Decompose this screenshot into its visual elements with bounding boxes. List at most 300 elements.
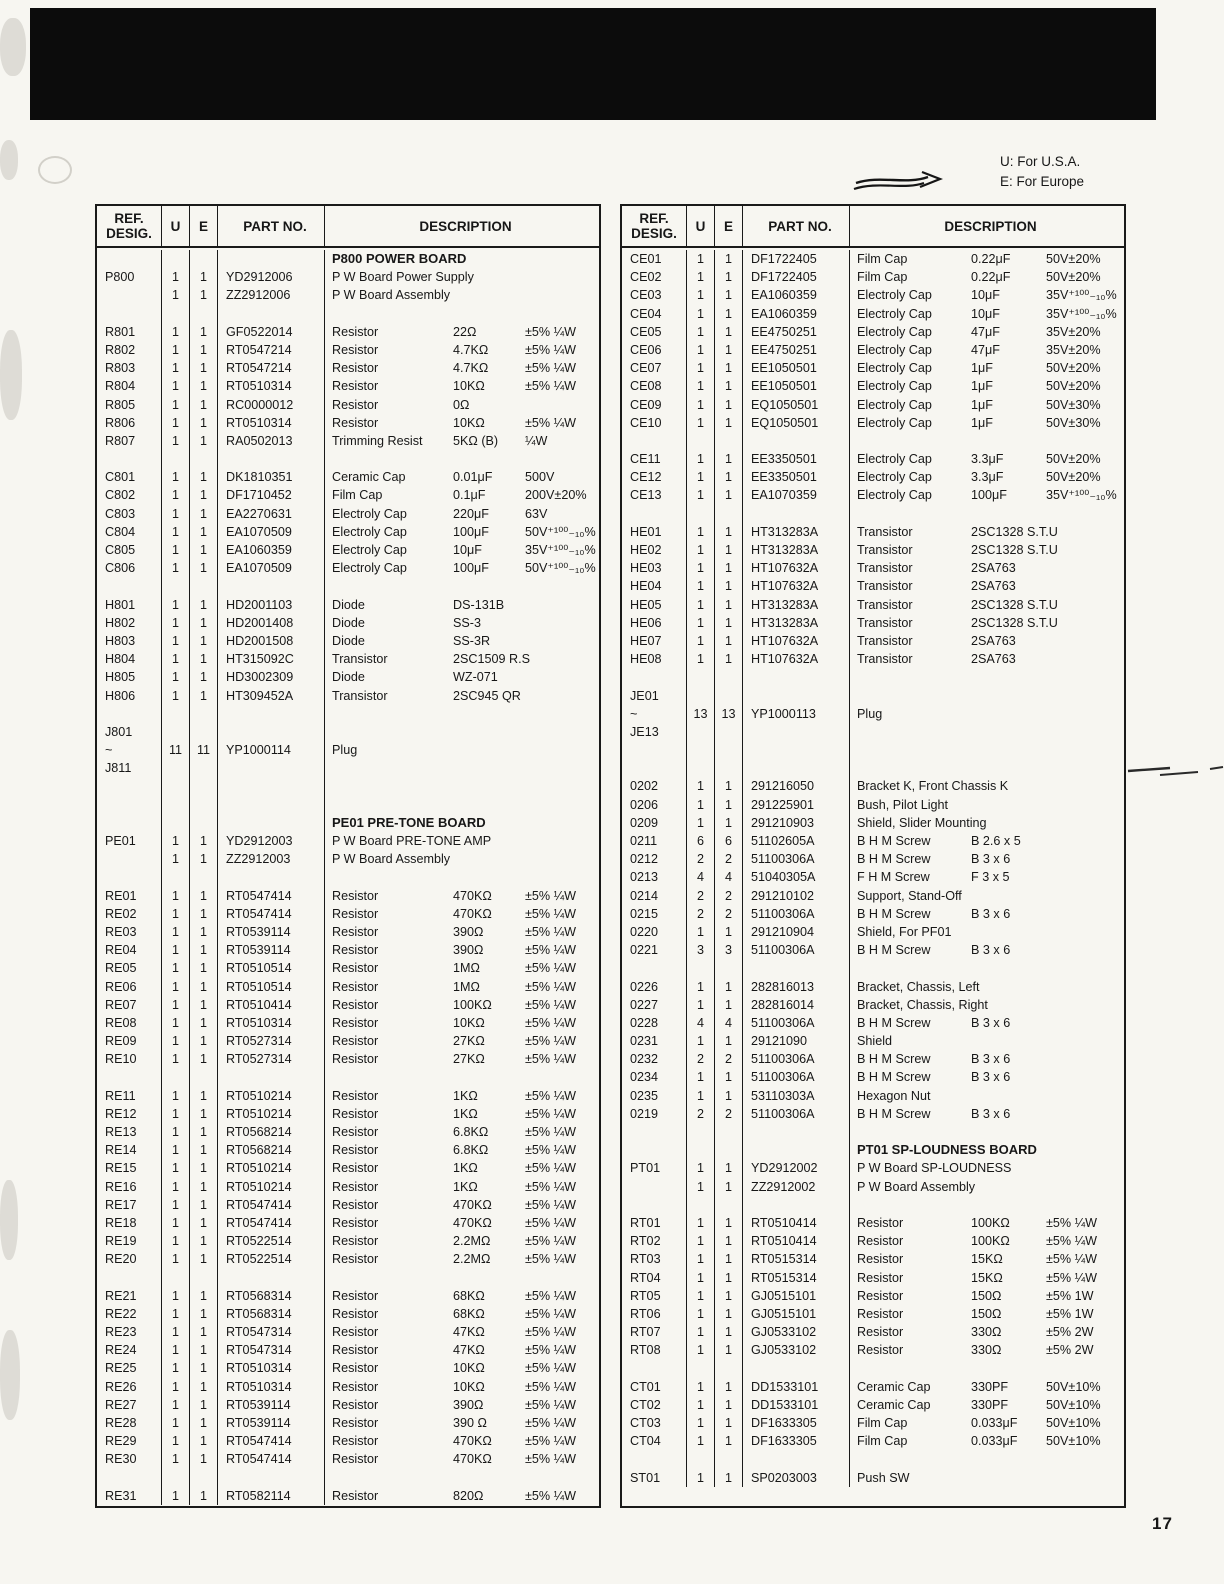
scan-stamp-mark <box>38 156 72 184</box>
parts-row <box>622 814 1124 832</box>
cell-qty-e: 1 <box>715 1414 743 1432</box>
cell-description <box>850 741 1124 759</box>
parts-row <box>622 305 1124 323</box>
description-name: Electroly Cap <box>857 415 932 430</box>
parts-row <box>622 523 1124 541</box>
cell-qty-u: 1 <box>687 1414 715 1432</box>
cell-qty-u: 2 <box>687 887 715 905</box>
description-name: Resistor <box>857 1325 904 1340</box>
description-name: Resistor <box>332 1161 379 1176</box>
cell-qty-u <box>687 1450 715 1468</box>
parts-row <box>622 286 1124 304</box>
cell-part-no: HT107632A <box>743 577 850 595</box>
parts-row <box>97 1487 599 1505</box>
description-rating: ±5% ¼W <box>1046 1270 1098 1285</box>
cell-qty-e <box>190 868 218 886</box>
cell-part-no <box>218 1469 325 1487</box>
handwritten-arrow <box>852 168 948 196</box>
cell-description <box>325 741 599 759</box>
description-name: Resistor <box>332 1088 379 1103</box>
cell-qty-u: 1 <box>162 614 190 632</box>
parts-row <box>622 723 1124 741</box>
cell-qty-u: 1 <box>687 1178 715 1196</box>
description-value: 150Ω <box>971 1306 1002 1321</box>
parts-row <box>97 923 599 941</box>
cell-qty-e: 1 <box>190 978 218 996</box>
description-value: 0.033μF <box>971 1416 1018 1430</box>
cell-qty-e: 1 <box>715 468 743 486</box>
parts-row <box>622 1269 1124 1287</box>
description-name: Film Cap <box>332 488 383 503</box>
cell-qty-e: 1 <box>190 1087 218 1105</box>
cell-description <box>325 1269 599 1287</box>
cell-qty-e: 1 <box>190 1159 218 1177</box>
description-value: 1KΩ <box>453 1106 478 1121</box>
cell-description <box>850 959 1124 977</box>
cell-qty-e: 13 <box>715 705 743 723</box>
table-body-left <box>97 248 599 1505</box>
description-value: 100KΩ <box>453 997 492 1012</box>
cell-description <box>850 687 1124 705</box>
cell-description <box>325 723 599 741</box>
cell-qty-u: 1 <box>687 577 715 595</box>
cell-qty-u: 1 <box>162 687 190 705</box>
description-name: Electroly Cap <box>332 543 407 557</box>
cell-ref-desig: ~ <box>97 741 162 759</box>
parts-row <box>97 687 599 705</box>
cell-description <box>325 1232 599 1250</box>
cell-description <box>325 650 599 668</box>
spacer-row <box>97 705 599 723</box>
description-value: B 3 x 6 <box>971 1015 1011 1030</box>
cell-qty-u: 1 <box>687 1269 715 1287</box>
cell-part-no: EE1050501 <box>743 377 850 395</box>
description-value: 1μF <box>971 397 993 412</box>
cell-ref-desig: H805 <box>97 668 162 686</box>
description-name: PT01 SP-LOUDNESS BOARD <box>857 1142 1037 1158</box>
parts-row <box>622 1469 1124 1487</box>
cell-qty-u: 1 <box>687 1341 715 1359</box>
cell-qty-e: 1 <box>715 650 743 668</box>
cell-qty-u: 1 <box>162 941 190 959</box>
description-name: Resistor <box>332 961 379 976</box>
cell-part-no <box>218 305 325 323</box>
cell-qty-e <box>715 959 743 977</box>
cell-ref-desig: PT01 <box>622 1159 687 1177</box>
cell-ref-desig: ~ <box>622 705 687 723</box>
cell-qty-e: 1 <box>715 1178 743 1196</box>
parts-row <box>622 1068 1124 1086</box>
cell-qty-u: 1 <box>687 486 715 504</box>
cell-qty-u: 1 <box>162 414 190 432</box>
cell-ref-desig <box>622 741 687 759</box>
cell-qty-e: 1 <box>190 1014 218 1032</box>
cell-part-no: HT107632A <box>743 559 850 577</box>
cell-part-no: EE1050501 <box>743 359 850 377</box>
cell-qty-u: 1 <box>162 359 190 377</box>
cell-ref-desig <box>622 668 687 686</box>
description-value: 2SC1328 S.T.U <box>971 543 1058 557</box>
cell-part-no: HT313283A <box>743 596 850 614</box>
description-name: B H M Screw <box>857 943 931 958</box>
cell-qty-u: 1 <box>162 1105 190 1123</box>
cell-part-no: 29121090 <box>743 1032 850 1050</box>
cell-ref-desig: RE21 <box>97 1287 162 1305</box>
cell-description <box>850 850 1124 868</box>
cell-qty-u: 11 <box>162 741 190 759</box>
cell-ref-desig: HE07 <box>622 632 687 650</box>
cell-description <box>850 1050 1124 1068</box>
cell-description <box>850 996 1124 1014</box>
cell-qty-e: 1 <box>190 687 218 705</box>
parts-row <box>97 832 599 850</box>
cell-qty-e: 1 <box>190 359 218 377</box>
cell-qty-e: 1 <box>190 1305 218 1323</box>
cell-qty-e: 1 <box>715 305 743 323</box>
cell-part-no <box>743 959 850 977</box>
parts-row <box>622 396 1124 414</box>
cell-ref-desig: RT01 <box>622 1214 687 1232</box>
description-value: B 3 x 6 <box>971 1106 1011 1121</box>
cell-qty-u: 1 <box>687 614 715 632</box>
description-name: Resistor <box>332 1416 379 1430</box>
cell-qty-e: 1 <box>190 1214 218 1232</box>
description-name: Transistor <box>332 652 388 667</box>
description-name: Resistor <box>332 415 379 430</box>
description-value: 2SA763 <box>971 579 1016 594</box>
cell-description <box>325 1032 599 1050</box>
description-value: 150Ω <box>971 1288 1002 1303</box>
parts-row <box>97 505 599 523</box>
description-value: 2SA763 <box>971 633 1016 648</box>
cell-description <box>850 468 1124 486</box>
cell-qty-u <box>687 1196 715 1214</box>
cell-qty-e: 2 <box>715 887 743 905</box>
cell-part-no <box>218 814 325 832</box>
cell-qty-e <box>715 1141 743 1159</box>
cell-ref-desig: R806 <box>97 414 162 432</box>
cell-part-no: RT0510314 <box>218 1014 325 1032</box>
description-name: Bracket, Chassis, Right <box>857 997 988 1012</box>
description-name: Transistor <box>857 633 913 648</box>
parts-row <box>622 486 1124 504</box>
description-rating: ±5% ¼W <box>525 1379 577 1394</box>
cell-ref-desig: C806 <box>97 559 162 577</box>
cell-part-no: GF0522014 <box>218 323 325 341</box>
cell-description <box>325 268 599 286</box>
cell-description <box>325 1141 599 1159</box>
cell-qty-e: 11 <box>190 741 218 759</box>
cell-part-no <box>743 723 850 741</box>
spacer-row <box>622 1196 1124 1214</box>
description-value: 470KΩ <box>453 1452 492 1467</box>
cell-qty-u <box>162 1269 190 1287</box>
description-rating: ±5% 1W <box>1046 1306 1094 1321</box>
parts-row <box>622 541 1124 559</box>
cell-ref-desig: CT01 <box>622 1378 687 1396</box>
cell-qty-u: 1 <box>687 777 715 795</box>
spacer-row <box>97 305 599 323</box>
description-name: Diode <box>332 633 365 648</box>
cell-qty-u <box>162 777 190 795</box>
description-rating: ±5% ¼W <box>525 1325 577 1340</box>
description-name: Transistor <box>857 524 913 539</box>
cell-qty-e: 1 <box>190 323 218 341</box>
cell-description <box>850 887 1124 905</box>
parts-row <box>97 596 599 614</box>
cell-qty-e: 1 <box>715 1250 743 1268</box>
cell-qty-e <box>715 1359 743 1377</box>
cell-part-no <box>218 777 325 795</box>
cell-ref-desig <box>97 1469 162 1487</box>
parts-row <box>622 414 1124 432</box>
cell-ref-desig: RE05 <box>97 959 162 977</box>
cell-description <box>325 705 599 723</box>
description-rating: ±5% ¼W <box>525 379 577 394</box>
cell-ref-desig: RE24 <box>97 1341 162 1359</box>
description-value: 2.2MΩ <box>453 1252 491 1267</box>
cell-qty-e: 1 <box>715 923 743 941</box>
header-ref-line2: DESIG. <box>631 226 677 241</box>
cell-qty-u: 1 <box>162 286 190 304</box>
cell-qty-e: 2 <box>715 1105 743 1123</box>
cell-ref-desig <box>97 286 162 304</box>
parts-row <box>622 250 1124 268</box>
cell-ref-desig: RE20 <box>97 1250 162 1268</box>
cell-ref-desig: C805 <box>97 541 162 559</box>
cell-ref-desig: 0206 <box>622 796 687 814</box>
cell-description <box>325 1414 599 1432</box>
cell-qty-u: 1 <box>687 1469 715 1487</box>
cell-ref-desig <box>622 1196 687 1214</box>
cell-part-no <box>743 1141 850 1159</box>
parts-row <box>622 1250 1124 1268</box>
cell-description <box>325 450 599 468</box>
description-rating: 35V±20% <box>1046 324 1101 339</box>
cell-part-no: 51100306A <box>743 1105 850 1123</box>
parts-row <box>97 1159 599 1177</box>
cell-ref-desig: HE04 <box>622 577 687 595</box>
cell-description <box>850 432 1124 450</box>
description-name: Resistor <box>857 1288 904 1303</box>
cell-description <box>325 905 599 923</box>
cell-qty-u: 1 <box>162 650 190 668</box>
cell-ref-desig: HE08 <box>622 650 687 668</box>
parts-row <box>97 1414 599 1432</box>
cell-part-no: RT0547414 <box>218 905 325 923</box>
cell-description <box>850 759 1124 777</box>
cell-part-no <box>218 577 325 595</box>
parts-row <box>97 286 599 304</box>
parts-row <box>97 941 599 959</box>
cell-ref-desig: 0212 <box>622 850 687 868</box>
header-ref-desig <box>97 206 162 246</box>
header-part-no: PART NO. <box>743 206 850 246</box>
parts-row <box>622 268 1124 286</box>
description-name: Bracket, Chassis, Left <box>857 979 980 994</box>
description-name: Resistor <box>332 888 379 903</box>
description-value: 68KΩ <box>453 1306 485 1321</box>
scan-artifact <box>0 1180 18 1260</box>
cell-qty-e: 1 <box>715 1469 743 1487</box>
cell-description <box>325 1123 599 1141</box>
cell-part-no: RT0547214 <box>218 359 325 377</box>
description-name: Transistor <box>857 652 913 667</box>
description-name: Electroly Cap <box>857 452 932 467</box>
cell-part-no: 291216050 <box>743 777 850 795</box>
cell-qty-u: 1 <box>162 1087 190 1105</box>
cell-part-no: DK1810351 <box>218 468 325 486</box>
cell-ref-desig: R807 <box>97 432 162 450</box>
cell-qty-u: 1 <box>687 632 715 650</box>
description-name: Trimming Resist <box>332 433 423 448</box>
cell-qty-e: 1 <box>190 286 218 304</box>
cell-part-no <box>743 668 850 686</box>
cell-qty-e: 1 <box>715 1032 743 1050</box>
cell-description <box>850 505 1124 523</box>
cell-description <box>850 1450 1124 1468</box>
cell-description <box>850 1396 1124 1414</box>
cell-description <box>850 541 1124 559</box>
cell-qty-e: 1 <box>190 614 218 632</box>
cell-ref-desig <box>97 777 162 795</box>
cell-description <box>325 1196 599 1214</box>
cell-qty-e: 1 <box>190 1378 218 1396</box>
description-name: P W Board Assembly <box>332 852 451 867</box>
cell-ref-desig <box>622 1359 687 1377</box>
header-qty-u: U <box>687 206 715 246</box>
cell-qty-u: 1 <box>162 1378 190 1396</box>
description-rating: 50V±20% <box>1046 452 1101 467</box>
spacer-row <box>97 577 599 595</box>
cell-qty-u: 1 <box>162 1487 190 1505</box>
cell-qty-e <box>190 777 218 795</box>
parts-row <box>622 1323 1124 1341</box>
description-rating: 63V <box>525 506 548 521</box>
cell-part-no: 51040305A <box>743 868 850 886</box>
cell-part-no: RT0539114 <box>218 1414 325 1432</box>
parts-row <box>622 1105 1124 1123</box>
description-name: Hexagon Nut <box>857 1088 931 1103</box>
section-header-row <box>622 1141 1124 1159</box>
cell-part-no: EA1070359 <box>743 486 850 504</box>
spacer-row <box>622 1123 1124 1141</box>
description-value: 4.7KΩ <box>453 342 489 357</box>
description-rating: 50V±10% <box>1046 1416 1101 1430</box>
cell-qty-e: 1 <box>715 577 743 595</box>
cell-part-no: RT0510314 <box>218 1359 325 1377</box>
description-value: 1μF <box>971 361 993 376</box>
description-value: 6.8KΩ <box>453 1143 489 1158</box>
parts-row <box>622 1341 1124 1359</box>
cell-description <box>325 505 599 523</box>
description-name: F H M Screw <box>857 870 930 885</box>
cell-description <box>325 1432 599 1450</box>
description-name: Resistor <box>332 1306 379 1321</box>
header-ref-line2: DESIG. <box>106 226 152 241</box>
cell-qty-e: 1 <box>715 996 743 1014</box>
description-name: Resistor <box>332 1379 379 1394</box>
cell-description <box>325 523 599 541</box>
description-name: Resistor <box>332 997 379 1012</box>
cell-description <box>850 1359 1124 1377</box>
cell-ref-desig: 0202 <box>622 777 687 795</box>
description-rating: ±5% ¼W <box>525 1088 577 1103</box>
spacer-row <box>97 868 599 886</box>
cell-qty-u: 1 <box>687 377 715 395</box>
description-name: B H M Screw <box>857 1070 931 1085</box>
cell-qty-u: 1 <box>687 814 715 832</box>
parts-row <box>97 1105 599 1123</box>
parts-row <box>97 268 599 286</box>
cell-qty-e <box>715 1123 743 1141</box>
cell-description <box>325 759 599 777</box>
parts-row <box>622 1032 1124 1050</box>
parts-row <box>97 1178 599 1196</box>
cell-part-no: EA1060359 <box>743 286 850 304</box>
cell-part-no: GJ0533102 <box>743 1323 850 1341</box>
cell-qty-u: 1 <box>687 305 715 323</box>
parts-row <box>97 1396 599 1414</box>
cell-part-no <box>218 1068 325 1086</box>
cell-part-no: EQ1050501 <box>743 414 850 432</box>
cell-qty-u: 1 <box>162 978 190 996</box>
header-ref-desig <box>622 206 687 246</box>
parts-table-left <box>95 204 601 1508</box>
cell-qty-u: 1 <box>687 1287 715 1305</box>
cell-part-no: EA1060359 <box>218 541 325 559</box>
cell-description <box>850 832 1124 850</box>
description-value: 10KΩ <box>453 1361 485 1376</box>
header-ref-line1: REF. <box>639 211 669 226</box>
cell-ref-desig: RE06 <box>97 978 162 996</box>
description-name: Shield, Slider Mounting <box>857 815 987 830</box>
cell-description <box>325 1450 599 1468</box>
description-rating: ±5% ¼W <box>1046 1252 1098 1267</box>
spacer-row <box>622 741 1124 759</box>
description-name: P W Board Assembly <box>332 288 451 303</box>
description-name: Electroly Cap <box>857 488 932 503</box>
description-value: 0.033μF <box>971 1434 1018 1449</box>
cell-ref-desig: CE03 <box>622 286 687 304</box>
cell-ref-desig: PE01 <box>97 832 162 850</box>
cell-qty-e: 1 <box>715 559 743 577</box>
cell-description <box>325 1469 599 1487</box>
cell-qty-u: 4 <box>687 1014 715 1032</box>
cell-part-no: EA1070509 <box>218 523 325 541</box>
cell-qty-u: 1 <box>162 1341 190 1359</box>
cell-qty-e: 1 <box>190 541 218 559</box>
cell-qty-u: 1 <box>687 1250 715 1268</box>
cell-description <box>850 632 1124 650</box>
parts-row <box>622 1214 1124 1232</box>
description-rating: ¼W <box>525 433 548 448</box>
cell-qty-u: 1 <box>162 887 190 905</box>
cell-ref-desig: HE01 <box>622 523 687 541</box>
cell-description <box>325 377 599 395</box>
legend-usa: U: For U.S.A. <box>1000 154 1081 169</box>
cell-qty-e: 1 <box>190 996 218 1014</box>
parts-row <box>97 541 599 559</box>
cell-qty-e: 1 <box>715 1159 743 1177</box>
cell-description <box>850 1087 1124 1105</box>
cell-description <box>850 559 1124 577</box>
cell-description <box>325 1087 599 1105</box>
cell-part-no: RT0510414 <box>743 1214 850 1232</box>
description-name: B H M Screw <box>857 906 931 921</box>
cell-part-no: ZZ2912002 <box>743 1178 850 1196</box>
cell-qty-e <box>190 814 218 832</box>
